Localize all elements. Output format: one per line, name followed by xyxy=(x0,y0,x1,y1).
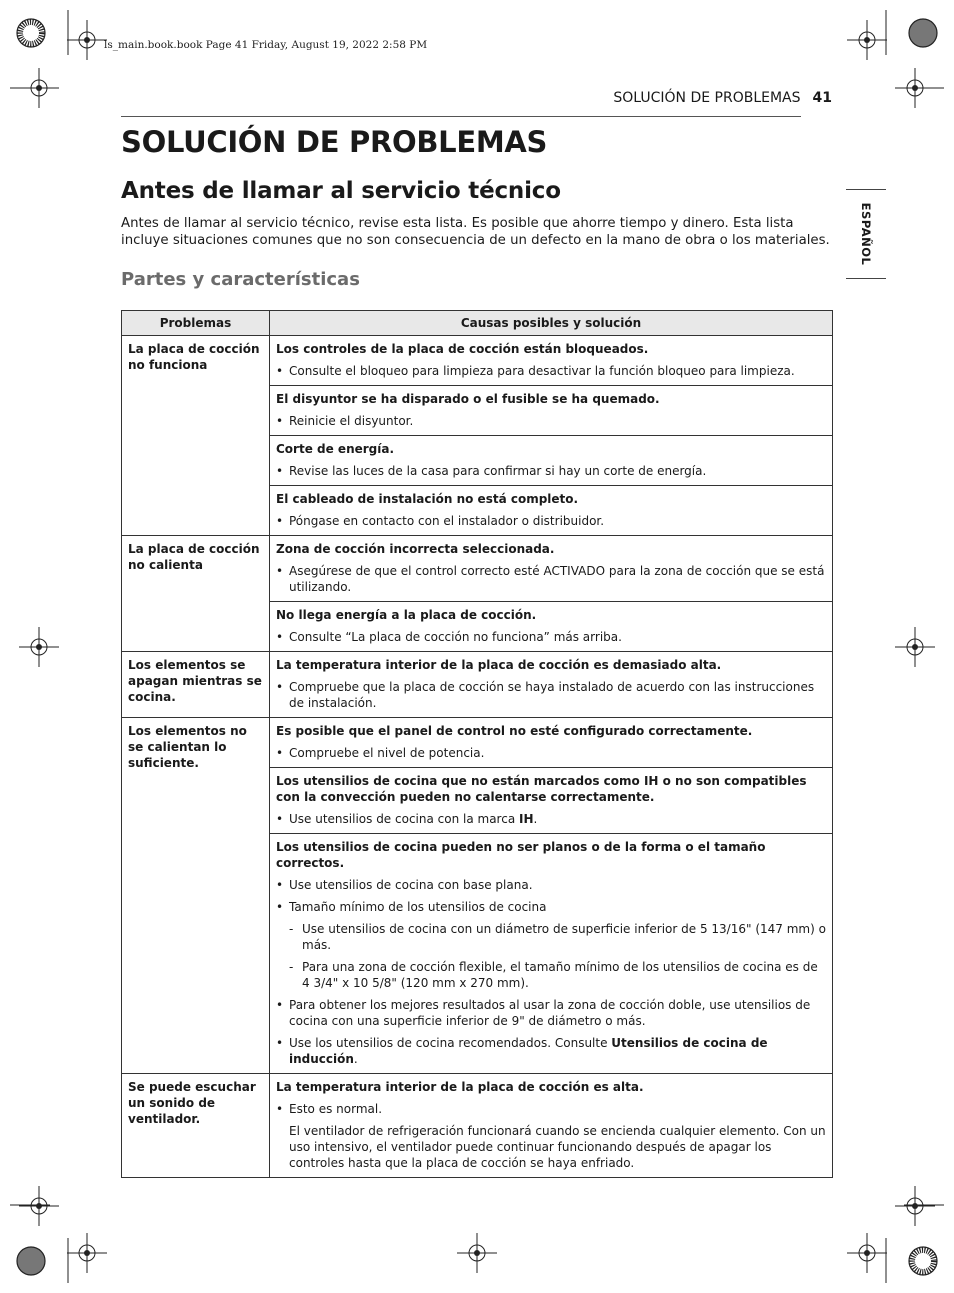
cause-cell xyxy=(270,768,833,834)
cause-cell xyxy=(270,486,833,536)
solution-bullet: • Reinicie el disyuntor. xyxy=(276,413,826,429)
page-title: SOLUCIÓN DE PROBLEMAS xyxy=(121,125,548,159)
cause-cell xyxy=(270,834,833,1074)
table-row xyxy=(122,336,833,386)
problem-cell: La placa de cocción no funciona xyxy=(122,336,270,536)
print-slug-line: ls_main.book.book Page 41 Friday, August 19, 2022 2:58 PM xyxy=(104,39,428,51)
column-header-causes: Causas posibles y solución xyxy=(270,311,833,336)
cause-cell xyxy=(270,386,833,436)
problem-cell: Los elementos se apagan mientras se cocina. xyxy=(122,652,270,718)
cause-cell xyxy=(270,602,833,652)
cause-cell xyxy=(270,652,833,718)
gray-dot-mark-icon xyxy=(907,17,939,49)
cause-title: Es posible que el panel de control no esté configurado correctamente. xyxy=(276,724,753,738)
table-row xyxy=(122,718,833,768)
language-side-tab xyxy=(846,189,886,279)
registration-target-icon xyxy=(67,20,107,60)
cause-title: La temperatura interior de la placa de cocción es demasiado alta. xyxy=(276,658,722,672)
running-header xyxy=(613,90,832,106)
solution-bullet: • Use utensilios de cocina con base plana. xyxy=(276,877,826,893)
problem-cell: Se puede escuchar un sonido de ventilador. xyxy=(122,1074,270,1178)
problem-cell: La placa de cocción no calienta xyxy=(122,536,270,652)
intro-paragraph: Antes de llamar al servicio técnico, revise esta lista. Es posible que ahorre tiempo y dinero. Esta lista incluye situaciones comunes que no son consecuencia de un defecto en la mano de obra o los materiales. xyxy=(121,216,830,248)
header-divider xyxy=(121,116,801,117)
gray-dot-mark-icon xyxy=(15,1245,47,1277)
cause-title: Zona de cocción incorrecta seleccionada. xyxy=(276,542,555,556)
starburst-mark-icon xyxy=(907,1245,939,1277)
registration-target-icon xyxy=(19,1186,59,1226)
solution-bullet: • Tamaño mínimo de los utensilios de cocina xyxy=(276,899,826,915)
cause-cell xyxy=(270,718,833,768)
solution-bullet: • Consulte “La placa de cocción no funciona” más arriba. xyxy=(276,629,826,645)
troubleshooting-table xyxy=(121,310,833,1178)
solution-bullet: • Asegúrese de que el control correcto esté ACTIVADO para la zona de cocción que se está utilizando. xyxy=(276,563,826,595)
solution-note: El ventilador de refrigeración funcionará cuando se encienda cualquier elemento. Con un uso intensivo, el ventilador puede continuar funcionando después de apagar los controles hasta que la placa de cocción se haya enfriado. xyxy=(289,1124,826,1170)
registration-target-icon xyxy=(895,1186,935,1226)
cause-title: El cableado de instalación no está completo. xyxy=(276,492,579,506)
section-heading: Partes y características xyxy=(121,269,360,290)
solution-bullet xyxy=(276,1035,826,1067)
cause-title: La temperatura interior de la placa de cocción es alta. xyxy=(276,1080,644,1094)
registration-target-icon xyxy=(847,1233,887,1273)
registration-target-icon xyxy=(847,20,887,60)
cause-cell xyxy=(270,536,833,602)
starburst-mark-icon xyxy=(15,17,47,49)
solution-bullet: • Compruebe el nivel de potencia. xyxy=(276,745,826,761)
side-tab-label: ESPAÑOL xyxy=(859,202,873,266)
bullet-text: . xyxy=(533,812,538,826)
solution-bullet: • Póngase en contacto con el instalador o distribuidor. xyxy=(276,513,826,529)
cause-cell xyxy=(270,436,833,486)
registration-target-icon xyxy=(19,68,59,108)
solution-bullet: • Consulte el bloqueo para limpieza para desactivar la función bloqueo para limpieza. xyxy=(276,363,826,379)
solution-sub-item: - Use utensilios de cocina con un diámetro de superficie inferior de 5 13/16" (147 mm) o más. xyxy=(276,921,826,953)
cause-cell xyxy=(270,1074,833,1178)
registration-target-icon xyxy=(895,627,935,667)
problem-cell: Los elementos no se calientan lo suficiente. xyxy=(122,718,270,1074)
header-section-title: SOLUCIÓN DE PROBLEMAS xyxy=(613,90,801,106)
cause-title: El disyuntor se ha disparado o el fusible se ha quemado. xyxy=(276,392,660,406)
bullet-text: . xyxy=(353,1052,358,1066)
table-header-row xyxy=(122,311,833,336)
cross-reference-text: Utensilios de cocina de inducción xyxy=(289,1036,768,1066)
solution-bullet: • Para obtener los mejores resultados al usar la zona de cocción doble, use utensilios de cocina con una superficie inferior de 9" de diámetro o más. xyxy=(276,997,826,1029)
solution-bullet: • Revise las luces de la casa para confirmar si hay un corte de energía. xyxy=(276,463,826,479)
bullet-text: Use utensilios de cocina con la marca xyxy=(289,812,519,826)
registration-target-icon xyxy=(895,68,935,108)
solution-bullet: • Compruebe que la placa de cocción se haya instalado de acuerdo con las instrucciones de instalación. xyxy=(276,679,826,711)
cause-cell xyxy=(270,336,833,386)
bullet-bold-text: IH xyxy=(519,812,534,826)
column-header-problems: Problemas xyxy=(122,311,270,336)
registration-target-icon xyxy=(19,627,59,667)
cause-title: Corte de energía. xyxy=(276,442,395,456)
cause-title: Los controles de la placa de cocción están bloqueados. xyxy=(276,342,649,356)
bullet-text: Use los utensilios de cocina recomendados. Consulte xyxy=(289,1036,612,1050)
solution-bullet: • Esto es normal. xyxy=(276,1101,826,1117)
registration-target-icon xyxy=(67,1233,107,1273)
solution-sub-item: - Para una zona de cocción flexible, el tamaño mínimo de los utensilios de cocina es de 4 3/4" x 10 5/8" (120 mm x 270 mm). xyxy=(276,959,826,991)
table-row xyxy=(122,536,833,602)
page-number: 41 xyxy=(812,90,832,106)
solution-bullet xyxy=(276,811,826,827)
cause-title: No llega energía a la placa de cocción. xyxy=(276,608,537,622)
registration-target-icon xyxy=(457,1233,497,1273)
table-row xyxy=(122,1074,833,1178)
cause-title: Los utensilios de cocina que no están marcados como IH o no son compatibles con la convección pueden no calentarse correctamente. xyxy=(276,774,807,804)
subtitle: Antes de llamar al servicio técnico xyxy=(121,178,561,204)
cause-title: Los utensilios de cocina pueden no ser planos o de la forma o el tamaño correctos. xyxy=(276,840,766,870)
table-row xyxy=(122,652,833,718)
